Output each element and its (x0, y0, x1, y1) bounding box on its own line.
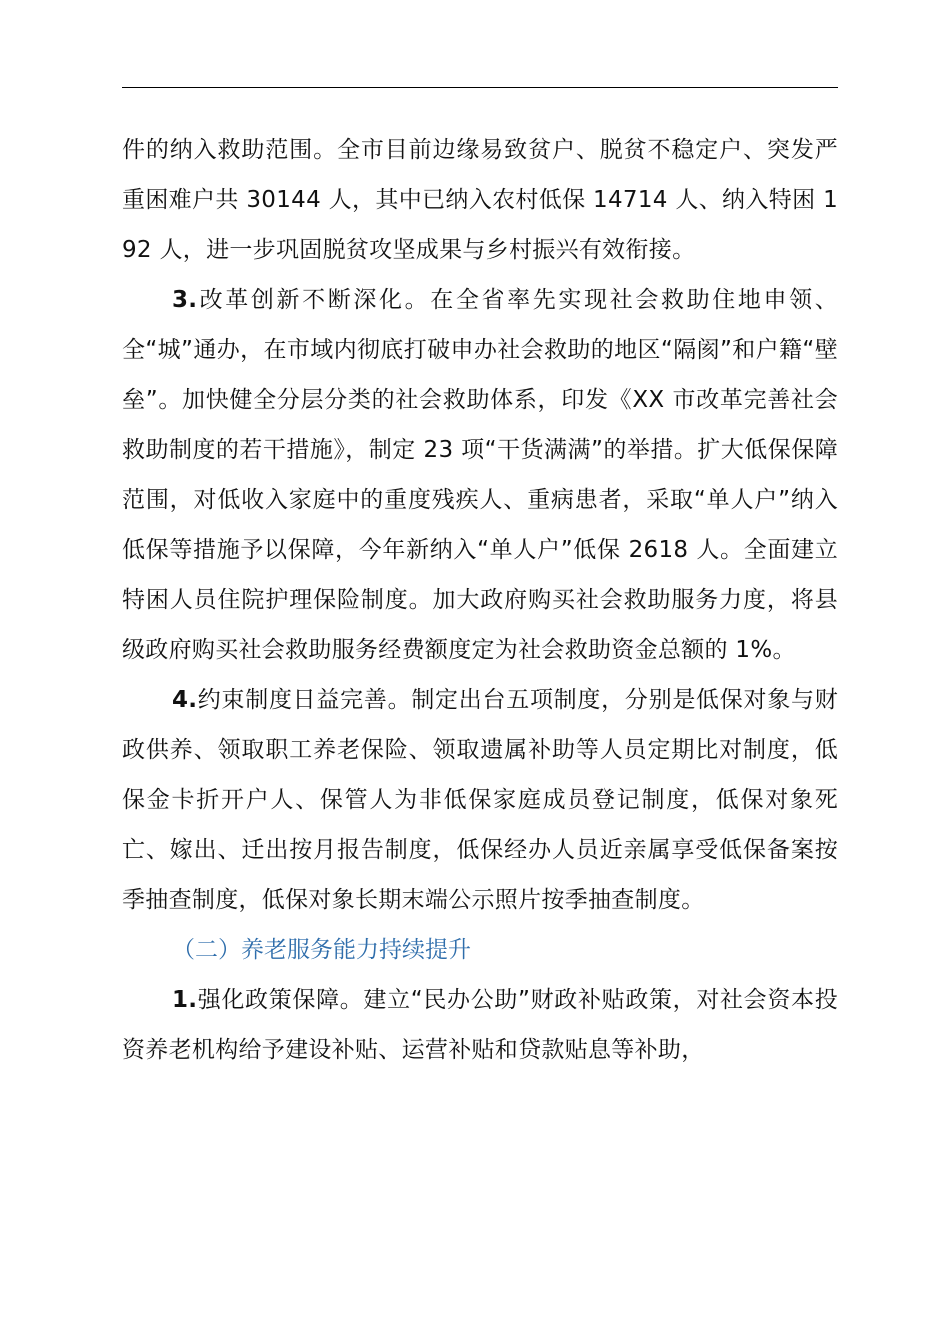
paragraph-number: 4. (172, 687, 198, 713)
paragraph-constraint-system (122, 675, 838, 925)
paragraph-policy-guarantee (122, 975, 838, 1075)
paragraph-reform-innovation (122, 275, 838, 675)
paragraph-text: 强化政策保障。建立“民办公助”财政补贴政策，对社会资本投资养老机构给予建设补贴、运营补贴和贷款贴息等补助， (122, 987, 838, 1063)
paragraph-continuation (122, 125, 838, 275)
paragraph-number: 1. (172, 987, 198, 1013)
paragraph-text: 件的纳入救助范围。全市目前边缘易致贫户、脱贫不稳定户、突发严重困难户共 30144 人，其中已纳入农村低保 14714 人、纳入特困 192 人，进一步巩固脱贫攻坚成果与乡村振兴有效衔接。 (122, 137, 838, 263)
paragraph-text: 约束制度日益完善。制定出台五项制度，分别是低保对象与财政供养、领取职工养老保险、领取遗属补助等人员定期比对制度，低保金卡折开户人、保管人为非低保家庭成员登记制度，低保对象死亡、嫁出、迁出按月报告制度，低保经办人员近亲属享受低保备案按季抽查制度，低保对象长期末端公示照片按季抽查制度。 (122, 687, 838, 913)
paragraph-number: 3. (172, 287, 198, 313)
section-subheading: （二）养老服务能力持续提升 (172, 937, 471, 963)
paragraph-text: 改革创新不断深化。在全省率先实现社会救助住地申领、全“城”通办，在市域内彻底打破申办社会救助的地区“隔阂”和户籍“壁垒”。加快健全分层分类的社会救助体系，印发《XX 市改革完善社会救助制度的若干措施》，制定 23 项“干货满满”的举措。扩大低保保障范围，对低收入家庭中的重度残疾人、重病患者，采取“单人户”纳入低保等措施予以保障，今年新纳入“单人户”低保 2618 人。全面建立特困人员住院护理保险制度。加大政府购买社会救助服务力度，将县级政府购买社会救助服务经费额度定为社会救助资金总额的 1%。 (122, 287, 838, 663)
body-text (122, 125, 838, 1075)
header-rule (122, 87, 838, 88)
